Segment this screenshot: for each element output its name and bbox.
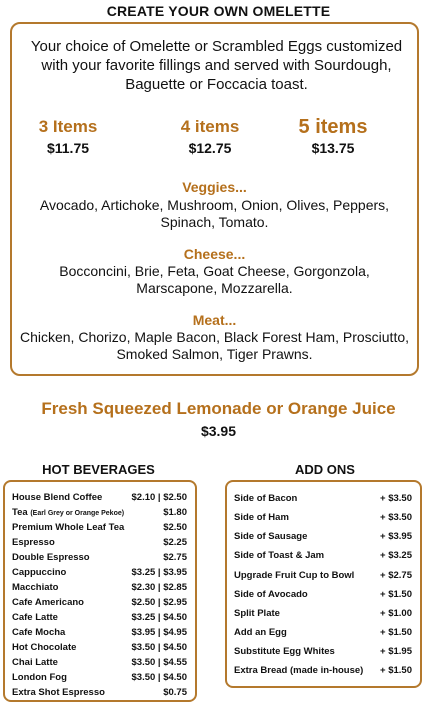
list-item xyxy=(5,537,195,552)
item-price: $0.75 xyxy=(163,687,187,698)
description-line: Baguette or Foccacia toast. xyxy=(125,76,308,93)
item-price: + $3.50 xyxy=(380,512,412,523)
item-price: + $3.25 xyxy=(380,550,412,561)
item-name: Extra Bread (made in-house) xyxy=(234,665,364,676)
item-name: Extra Shot Espresso xyxy=(12,687,105,698)
item-name: Upgrade Fruit Cup to Bowl xyxy=(234,570,355,581)
hot-beverages-list xyxy=(3,480,197,702)
option-3-items xyxy=(13,117,123,156)
option-price: $13.75 xyxy=(311,140,355,156)
list-item xyxy=(227,608,420,623)
item-price: + $1.50 xyxy=(380,589,412,600)
meat-line: Chicken, Chorizo, Maple Bacon, Black Forest Ham, Prosciutto, xyxy=(19,329,410,345)
item-name: Double Espresso xyxy=(12,552,90,563)
veggies-heading: Veggies... xyxy=(182,179,247,195)
item-name: Cappuccino xyxy=(12,567,67,578)
item-name: Cafe Latte xyxy=(12,612,58,623)
item-name: Side of Avocado xyxy=(234,589,308,600)
list-item xyxy=(227,531,420,546)
add-ons-title: ADD ONS xyxy=(295,462,355,477)
cheese-line: Marscapone, Mozzarella. xyxy=(136,280,293,296)
item-price: $3.50 | $4.55 xyxy=(131,657,187,668)
list-item xyxy=(5,492,195,507)
veggies-line: Avocado, Artichoke, Mushroom, Onion, Olives, Peppers, xyxy=(39,197,390,213)
item-price: $3.25 | $3.95 xyxy=(131,567,187,578)
omelette-description xyxy=(18,37,415,94)
item-name xyxy=(12,507,124,518)
item-name: Add an Egg xyxy=(234,627,287,638)
item-price: + $1.00 xyxy=(380,608,412,619)
option-price: $12.75 xyxy=(188,140,232,156)
item-name: Premium Whole Leaf Tea xyxy=(12,522,125,533)
item-name: Side of Bacon xyxy=(234,493,298,504)
option-count: 3 Items xyxy=(38,117,98,136)
list-item xyxy=(227,646,420,661)
list-item xyxy=(5,642,195,657)
item-name: Split Plate xyxy=(234,608,280,619)
veggies-line: Spinach, Tomato. xyxy=(160,214,269,230)
item-price: + $3.50 xyxy=(380,493,412,504)
item-name: Espresso xyxy=(12,537,55,548)
list-item xyxy=(5,552,195,567)
meat-line: Smoked Salmon, Tiger Prawns. xyxy=(116,346,313,362)
item-name: House Blend Coffee xyxy=(12,492,103,503)
item-price: $2.30 | $2.85 xyxy=(131,582,187,593)
item-name: Side of Ham xyxy=(234,512,289,523)
cheese-heading: Cheese... xyxy=(183,246,246,262)
list-item xyxy=(227,550,420,565)
item-name: Side of Sausage xyxy=(234,531,308,542)
item-name: Cafe Mocha xyxy=(12,627,66,638)
description-line: with your favorite fillings and served with Sourdough, xyxy=(41,57,392,74)
item-name: Hot Chocolate xyxy=(12,642,77,653)
veggies-list xyxy=(14,197,415,231)
item-name: London Fog xyxy=(12,672,67,683)
item-name: Macchiato xyxy=(12,582,59,593)
menu-title: CREATE YOUR OWN OMELETTE xyxy=(106,3,331,19)
meat-heading: Meat... xyxy=(192,312,237,328)
list-item xyxy=(227,512,420,527)
option-4-items xyxy=(155,117,265,156)
cheese-line: Bocconcini, Brie, Feta, Goat Cheese, Gorgonzola, xyxy=(59,263,370,279)
item-price: + $1.50 xyxy=(380,665,412,676)
list-item xyxy=(5,672,195,687)
hot-beverages-title: HOT BEVERAGES xyxy=(42,462,155,477)
description-line: Your choice of Omelette or Scrambled Eggs customized xyxy=(30,38,403,55)
item-price: $2.75 xyxy=(163,552,187,563)
item-price: $2.50 xyxy=(163,522,187,533)
option-count: 4 items xyxy=(180,117,240,136)
juice-title: Fresh Squeezed Lemonade or Orange Juice xyxy=(41,399,396,418)
item-price: + $1.50 xyxy=(380,627,412,638)
item-price: $3.50 | $4.50 xyxy=(131,642,187,653)
list-item xyxy=(5,612,195,627)
juice-price: $3.95 xyxy=(200,423,237,439)
list-item xyxy=(5,582,195,597)
option-price: $11.75 xyxy=(46,140,90,156)
list-item xyxy=(227,665,420,680)
option-5-items xyxy=(278,117,388,156)
list-item xyxy=(5,597,195,612)
item-price: $3.95 | $4.95 xyxy=(131,627,187,638)
list-item xyxy=(227,627,420,642)
cheese-list xyxy=(14,263,415,297)
list-item xyxy=(5,507,195,522)
list-item xyxy=(5,567,195,582)
add-ons-list xyxy=(225,480,422,688)
item-price: $3.50 | $4.50 xyxy=(131,672,187,683)
item-price: + $2.75 xyxy=(380,570,412,581)
item-price: + $1.95 xyxy=(380,646,412,657)
item-price: $2.10 | $2.50 xyxy=(131,492,187,503)
list-item xyxy=(5,522,195,537)
item-price: + $3.95 xyxy=(380,531,412,542)
item-name: Substitute Egg Whites xyxy=(234,646,335,657)
option-count: 5 items xyxy=(298,116,368,138)
item-price: $2.50 | $2.95 xyxy=(131,597,187,608)
list-item xyxy=(227,589,420,604)
meat-list xyxy=(14,329,415,363)
item-name: Cafe Americano xyxy=(12,597,84,608)
list-item xyxy=(5,627,195,642)
item-name: Side of Toast & Jam xyxy=(234,550,325,561)
list-item xyxy=(5,657,195,672)
item-name: Chai Latte xyxy=(12,657,58,668)
item-price: $1.80 xyxy=(163,507,187,518)
list-item xyxy=(227,570,420,585)
item-name-text: Tea xyxy=(12,507,28,518)
item-note: (Earl Grey or Orange Pekoe) xyxy=(30,510,125,517)
item-price: $2.25 xyxy=(163,537,187,548)
item-price: $3.25 | $4.50 xyxy=(131,612,187,623)
list-item xyxy=(227,493,420,508)
